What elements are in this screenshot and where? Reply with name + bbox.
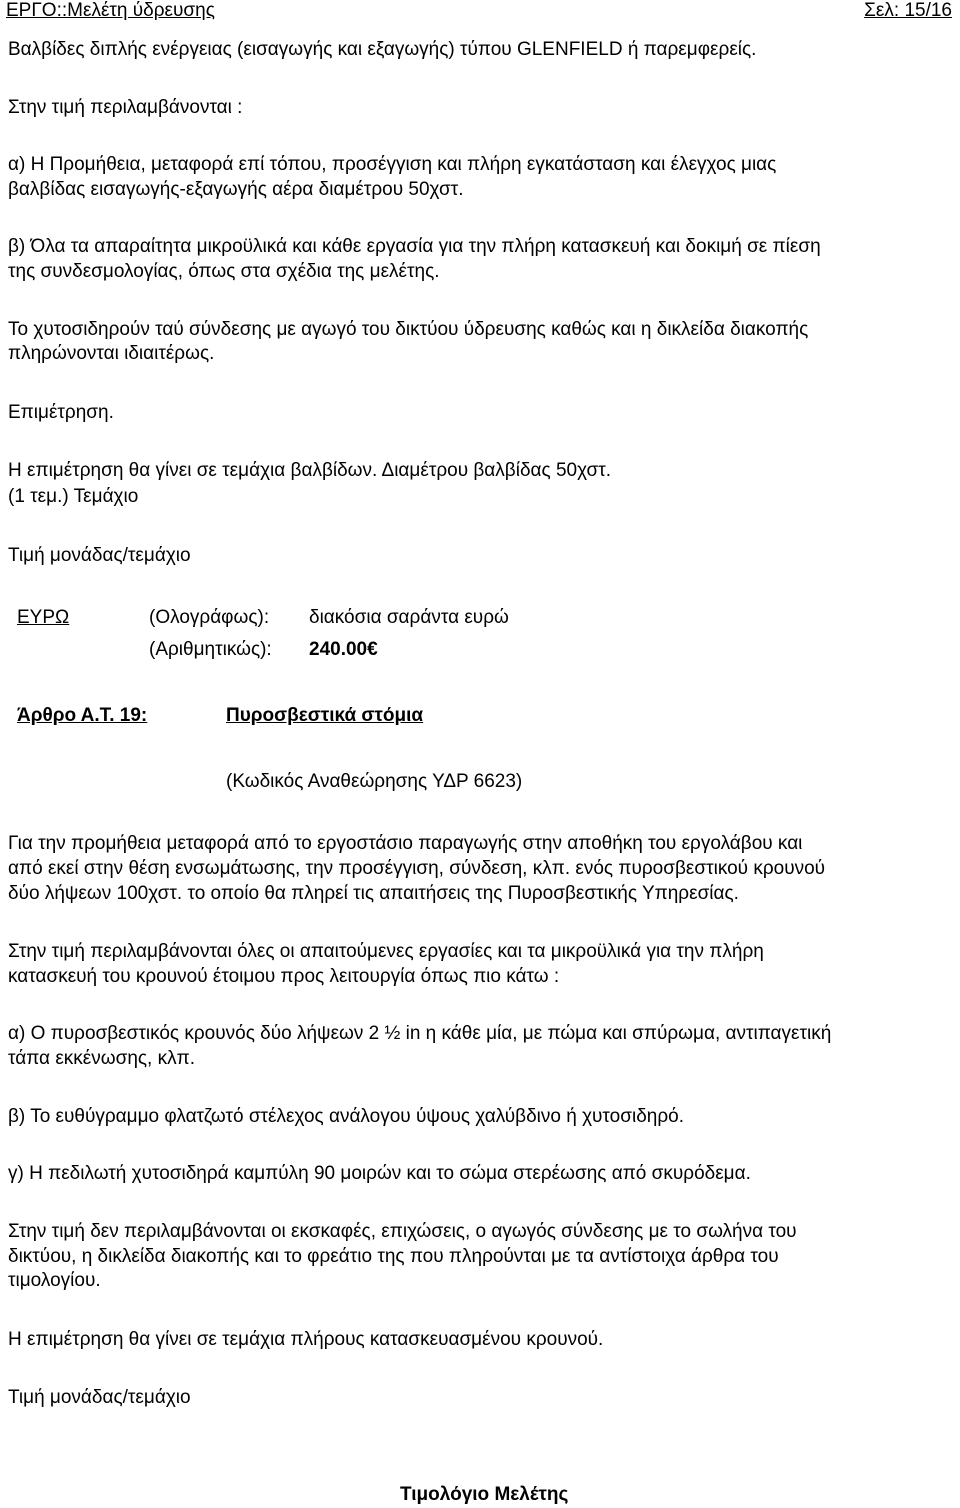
- revision-code: (Κωδικός Αναθεώρησης ΥΔΡ 6623): [226, 771, 523, 792]
- hydrant-item-b: β) Το ευθύγραμμο φλατζωτό στέλεχος ανάλογου ύψους χαλύβδινο ή χυτοσιδηρό.: [8, 1106, 684, 1127]
- included-works-line2: κατασκευή του κρουνού έτοιμου προς λειτουργία όπως πιο κάτω :: [8, 966, 560, 987]
- price-words-label: (Ολογράφως):: [149, 607, 270, 628]
- hydrant-unit-price-label: Τιμή μονάδας/τεμάχιο: [8, 1387, 191, 1408]
- hydrant-item-a-line2: τάπα εκκένωσης, κλπ.: [8, 1048, 195, 1069]
- supply-line2: από εκεί στην θέση ενσωμάτωσης, την προσέγγιση, σύνδεση, κλπ. ενός πυροσβεστικού κρουνού: [8, 858, 826, 879]
- supply-line1: Για την προμήθεια μεταφορά από το εργοστάσιο παραγωγής στην αποθήκη του εργολάβου και: [8, 833, 803, 854]
- item-b-line2: της συνδεσμολογίας, όπως στα σχέδια της μελέτης.: [8, 261, 440, 282]
- item-b-line1: β) Όλα τα απαραίτητα μικροϋλικά και κάθε εργασία για την πλήρη κατασκευή και δοκιμή σε πίεση: [8, 236, 821, 257]
- valve-type-line: Βαλβίδες διπλής ενέργειας (εισαγωγής και εξαγωγής) τύπου GLENFIELD ή παρεμφερείς.: [8, 39, 757, 60]
- hydrant-item-c: γ) Η πεδιλωτή χυτοσιδηρά καμπύλη 90 μοιρών και το σώμα στερέωσης από σκυρόδεμα.: [8, 1163, 751, 1184]
- measurement-heading: Επιμέτρηση.: [8, 402, 114, 423]
- currency-label: ΕΥΡΩ: [17, 607, 70, 628]
- unit-line: (1 τεμ.) Τεμάχιο: [8, 486, 139, 507]
- measurement-text: Η επιμέτρηση θα γίνει σε τεμάχια βαλβίδων. Διαμέτρου βαλβίδας 50χστ.: [8, 460, 612, 481]
- unit-price-label: Τιμή μονάδας/τεμάχιο: [8, 545, 191, 566]
- includes-heading: Στην τιμή περιλαμβάνονται :: [8, 97, 243, 118]
- price-number-label: (Αριθμητικώς):: [149, 639, 272, 660]
- item-a-line2: βαλβίδας εισαγωγής-εξαγωγής αέρα διαμέτρου 50χστ.: [8, 179, 464, 200]
- item-a-line1: α) Η Προμήθεια, μεταφορά επί τόπου, προσέγγιση και πλήρη εγκατάσταση και έλεγχος μιας: [8, 154, 777, 175]
- excluded-works-line2: δικτύου, η δικλείδα διακοπής και το φρεάτιο της που πληρούνται με τα αντίστοιχα άρθρα του: [8, 1246, 779, 1267]
- price-number-value: 240.00€: [309, 639, 378, 660]
- included-works-line1: Στην τιμή περιλαμβάνονται όλες οι απαιτούμενες εργασίες και τα μικροϋλικά για την πλήρη: [8, 941, 764, 962]
- article-title: Πυροσβεστικά στόμια: [226, 705, 424, 726]
- hydrant-item-a-line1: α) Ο πυροσβεστικός κρουνός δύο λήψεων 2 ½ in η κάθε μία, με πώμα και σπύρωμα, αντιπαγετική: [8, 1023, 832, 1044]
- hydrant-measurement: Η επιμέτρηση θα γίνει σε τεμάχια πλήρους κατασκευασμένου κρουνού.: [8, 1329, 604, 1350]
- supply-line3: δύο λήψεων 100χστ. το οποίο θα πληρεί τις απαιτήσεις της Πυροσβεστικής Υπηρεσίας.: [8, 883, 739, 904]
- page-footer: Τιμολόγιο Μελέτης: [400, 1484, 569, 1505]
- price-words-value: διακόσια σαράντα ευρώ: [309, 607, 509, 628]
- euro-sign: €: [367, 639, 378, 660]
- excluded-works-line3: τιμολογίου.: [8, 1270, 101, 1291]
- tee-note-line1: Το χυτοσιδηρούν ταύ σύνδεσης με αγωγό του δικτύου ύδρευσης καθώς και η δικλείδα διακοπής: [8, 319, 809, 340]
- page-number: Σελ: 15/16: [864, 0, 952, 21]
- article-label: Άρθρο Α.Τ. 19:: [17, 705, 148, 726]
- document-title: ΕΡΓΟ::Μελέτη ύδρευσης: [6, 0, 215, 21]
- tee-note-line2: πληρώνονται ιδιαιτέρως.: [8, 343, 215, 364]
- excluded-works-line1: Στην τιμή δεν περιλαμβάνονται οι εκσκαφές, επιχώσεις, ο αγωγός σύνδεσης με το σωλήνα του: [8, 1221, 797, 1242]
